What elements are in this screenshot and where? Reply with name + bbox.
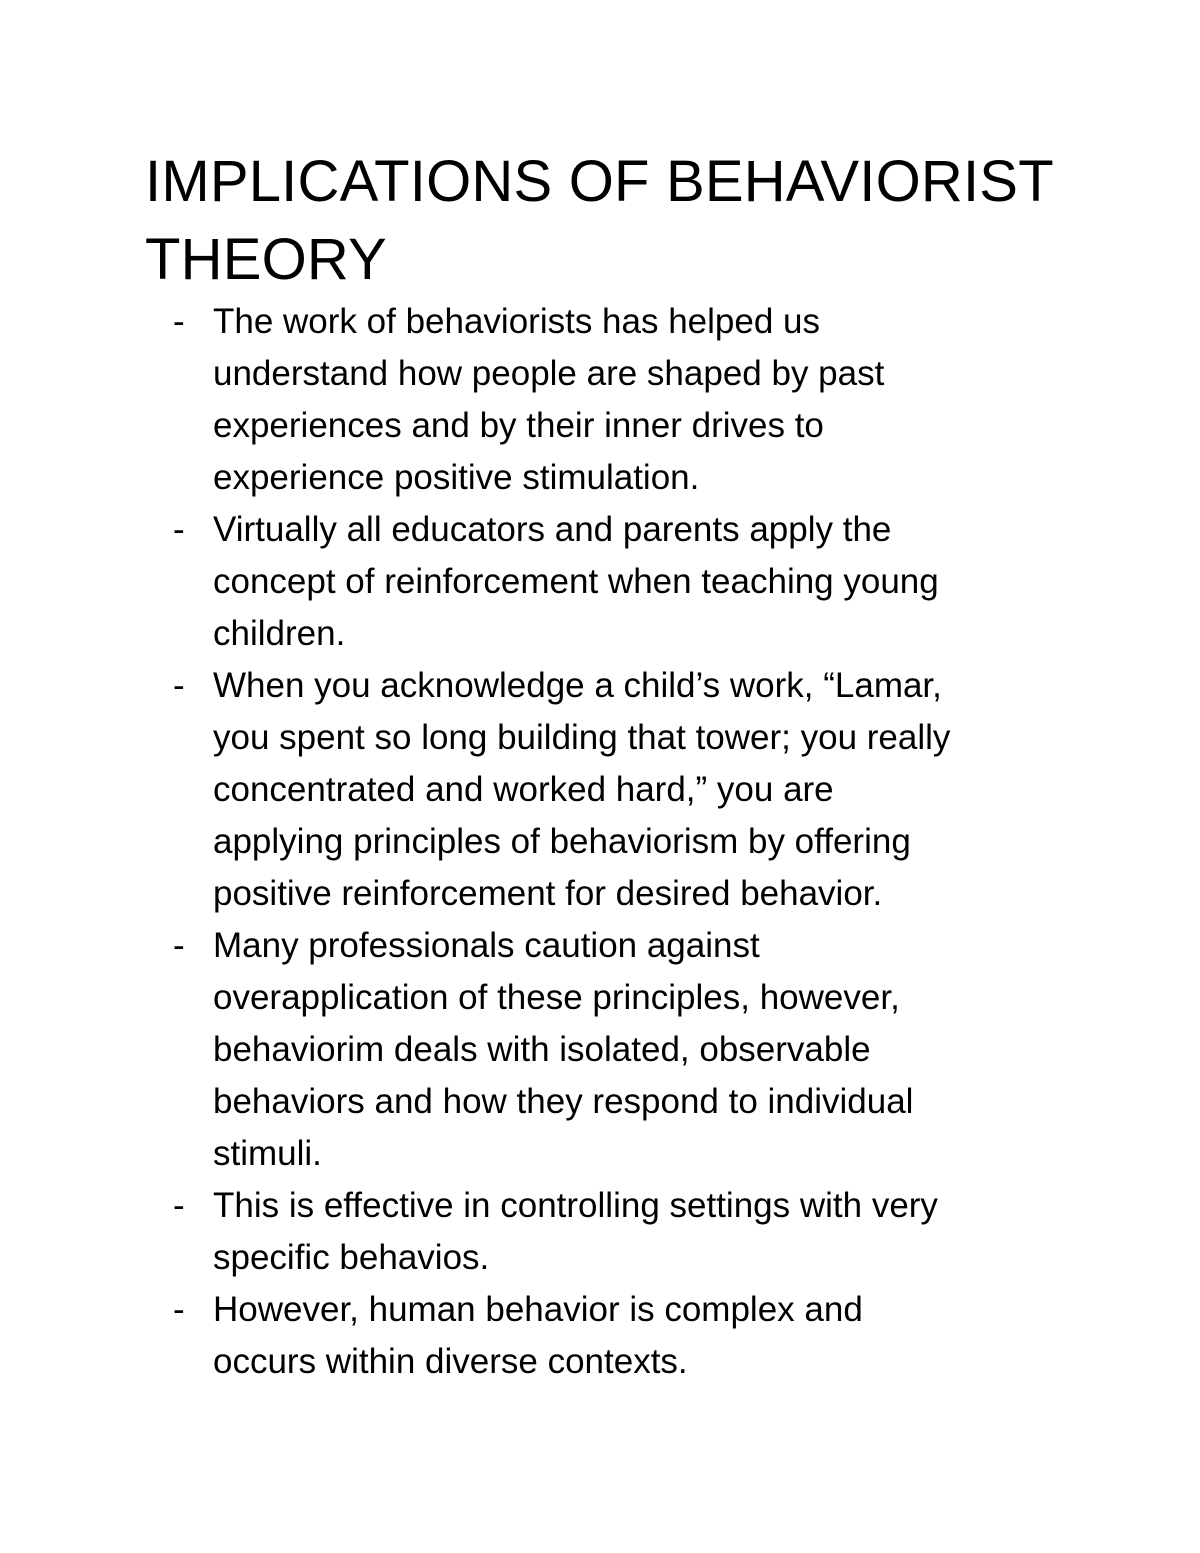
list-item-text: However, human behavior is complex and occurs within diverse contexts. <box>213 1290 863 1381</box>
list-item <box>173 504 1073 660</box>
list-item <box>173 1180 1073 1284</box>
list-item <box>173 660 1073 920</box>
list-item-text: Virtually all educators and parents apply the concept of reinforcement when teaching young children. <box>213 510 939 653</box>
list-item <box>173 1284 1073 1388</box>
list-item-text: When you acknowledge a child’s work, “Lamar, you spent so long building that tower; you really concentrated and worked hard,” you are applying principles of behaviorism by offering positive reinforcement for desired behavior. <box>213 666 951 913</box>
list-item-text: The work of behaviorists has helped us understand how people are shaped by past experiences and by their inner drives to experience positive stimulation. <box>213 302 885 497</box>
page-title: IMPLICATIONS OF BEHAVIORIST THEORY <box>145 149 1053 292</box>
bullet-dash: - <box>173 1186 185 1225</box>
list-item <box>173 920 1073 1180</box>
bullet-list <box>173 296 1073 1388</box>
list-item <box>173 296 1073 504</box>
bullet-dash: - <box>173 926 185 965</box>
bullet-dash: - <box>173 302 185 341</box>
list-item-text: Many professionals caution against overapplication of these principles, however, behaviorim deals with isolated, observable behaviors and how they respond to individual stimuli. <box>213 926 914 1173</box>
bullet-dash: - <box>173 666 185 705</box>
bullet-dash: - <box>173 510 185 549</box>
list-item-text: This is effective in controlling settings with very specific behavios. <box>213 1186 938 1277</box>
bullet-dash: - <box>173 1290 185 1329</box>
